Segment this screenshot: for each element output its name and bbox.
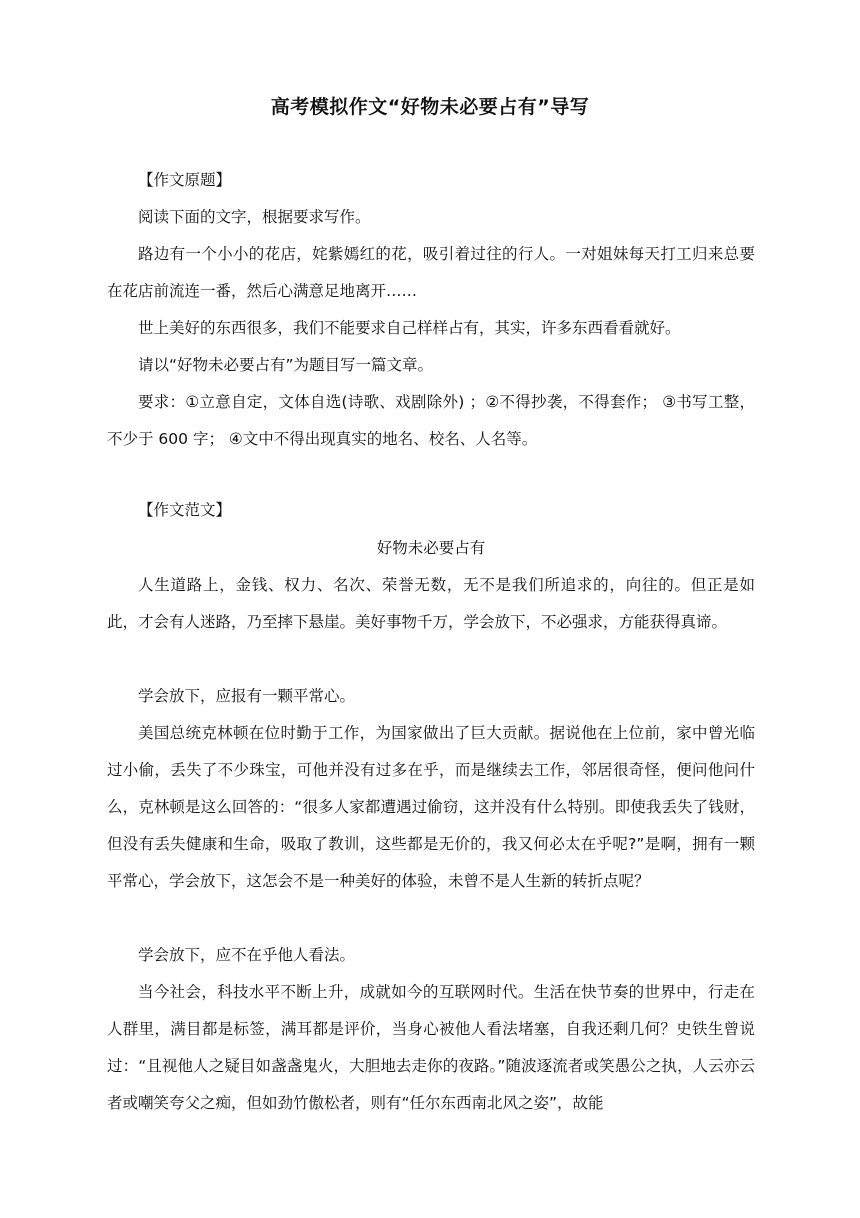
section-heading-prompt: 【作文原题】 [138, 171, 232, 189]
prompt-paragraph: 请以“好物未必要占有”为题目写一篇文章。 [138, 356, 434, 374]
prompt-paragraph: 阅读下面的文字，根据要求写作。 [138, 208, 371, 226]
essay-title: 好物未必要占有 [376, 539, 486, 557]
essay-paragraph: 当今社会，科技水平不断上升，成就如今的互联网时代。生活在快节奏的世界中，行走在人群里，满目都是标签，满耳都是评价，当身心被他人看法堵塞，自我还剩几何？史铁生曾说过：“且视他人之疑目如盏盏鬼火，大胆地去走你的夜路。”随波逐流者或笑愚公之执，人云亦云者或嘲笑夸父之痴，但如劲竹傲松者，则有“任尔东西南北风之姿”，故能 [107, 983, 755, 1112]
requirements-paragraph: 要求：①立意自定，文体自选(诗歌、戏剧除外) ；②不得抄袭，不得套作； ③书写工整，不少于 600 字； ④文中不得出现真实的地名、校名、人名等。 [107, 393, 755, 448]
section-heading-sample: 【作文范文】 [138, 501, 232, 519]
essay-paragraph: 学会放下，应不在乎他人看法。 [138, 946, 356, 964]
document-title: 高考模拟作文“好物未必要占有”导写 [270, 96, 590, 118]
prompt-paragraph: 世上美好的东西很多，我们不能要求自己样样占有，其实，许多东西看看就好。 [138, 319, 681, 337]
essay-paragraph: 人生道路上，金钱、权力、名次、荣誉无数，无不是我们所追求的，向往的。但正是如此，才会有人迷路，乃至摔下悬崖。美好事物千万，学会放下，不必强求，方能获得真谛。 [107, 576, 755, 631]
prompt-paragraph: 路边有一个小小的花店，姹紫嫣红的花，吸引着过往的行人。一对姐妹每天打工归来总要在花店前流连一番，然后心满意足地离开…… [107, 245, 755, 300]
essay-paragraph: 学会放下，应报有一颗平常心。 [138, 687, 356, 705]
essay-paragraph: 美国总统克林顿在位时勤于工作，为国家做出了巨大贡献。据说他在上位前，家中曾光临过小偷，丢失了不少珠宝，可他并没有过多在乎，而是继续去工作，邻居很奇怪，便问他问什么，克林顿是这么回答的：“很多人家都遭遇过偷窃，这并没有什么特别。即使我丢失了钱财，但没有丢失健康和生命，吸取了教训，这些都是无价的，我又何必太在乎呢?”是啊，拥有一颗平常心，学会放下，这怎会不是一种美好的体验，未曾不是人生新的转折点呢？ [107, 724, 755, 890]
